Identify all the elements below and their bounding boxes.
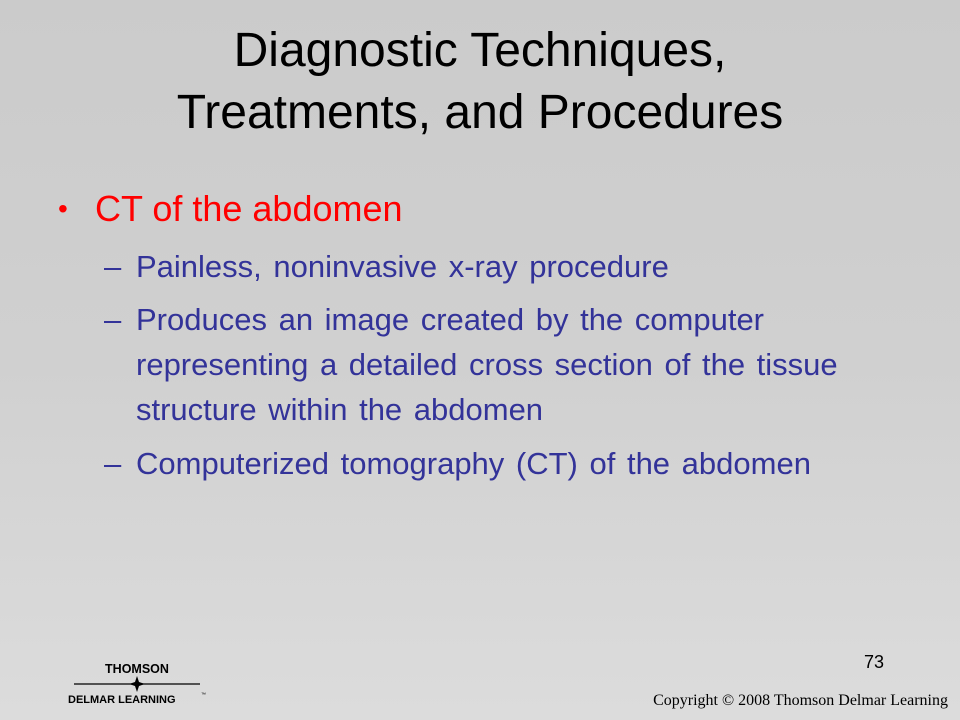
bullet-marker: • bbox=[58, 193, 68, 224]
logo-top-text: THOMSON bbox=[105, 662, 169, 676]
sub-bullet-3 bbox=[104, 441, 904, 486]
dash-marker: – bbox=[104, 302, 122, 337]
title-line-1: Diagnostic Techniques, bbox=[233, 24, 727, 77]
main-bullet bbox=[58, 186, 403, 232]
slide-title bbox=[40, 20, 920, 144]
dash-marker: – bbox=[104, 249, 122, 284]
logo-star-icon bbox=[129, 676, 145, 692]
sub-bullet-text: Painless, noninvasive x-ray procedure bbox=[136, 249, 669, 284]
page-number: 73 bbox=[864, 652, 885, 672]
logo-bottom-text: DELMAR LEARNING bbox=[68, 694, 176, 706]
dash-marker: – bbox=[104, 446, 122, 481]
sub-bullet-2 bbox=[104, 297, 904, 432]
sub-bullet-text: Computerized tomography (CT) of the abdomen bbox=[136, 446, 811, 481]
logo-tm: ™ bbox=[201, 692, 206, 698]
title-line-2: Treatments, and Procedures bbox=[176, 86, 784, 139]
thomson-delmar-logo bbox=[66, 660, 216, 706]
sub-bullet-1 bbox=[104, 244, 904, 289]
main-bullet-text: CT of the abdomen bbox=[95, 188, 403, 229]
copyright-notice: Copyright © 2008 Thomson Delmar Learning bbox=[653, 692, 948, 709]
sub-bullet-text: Produces an image created by the computer representing a detailed cross section of the tissue structure within the abdomen bbox=[136, 302, 838, 427]
